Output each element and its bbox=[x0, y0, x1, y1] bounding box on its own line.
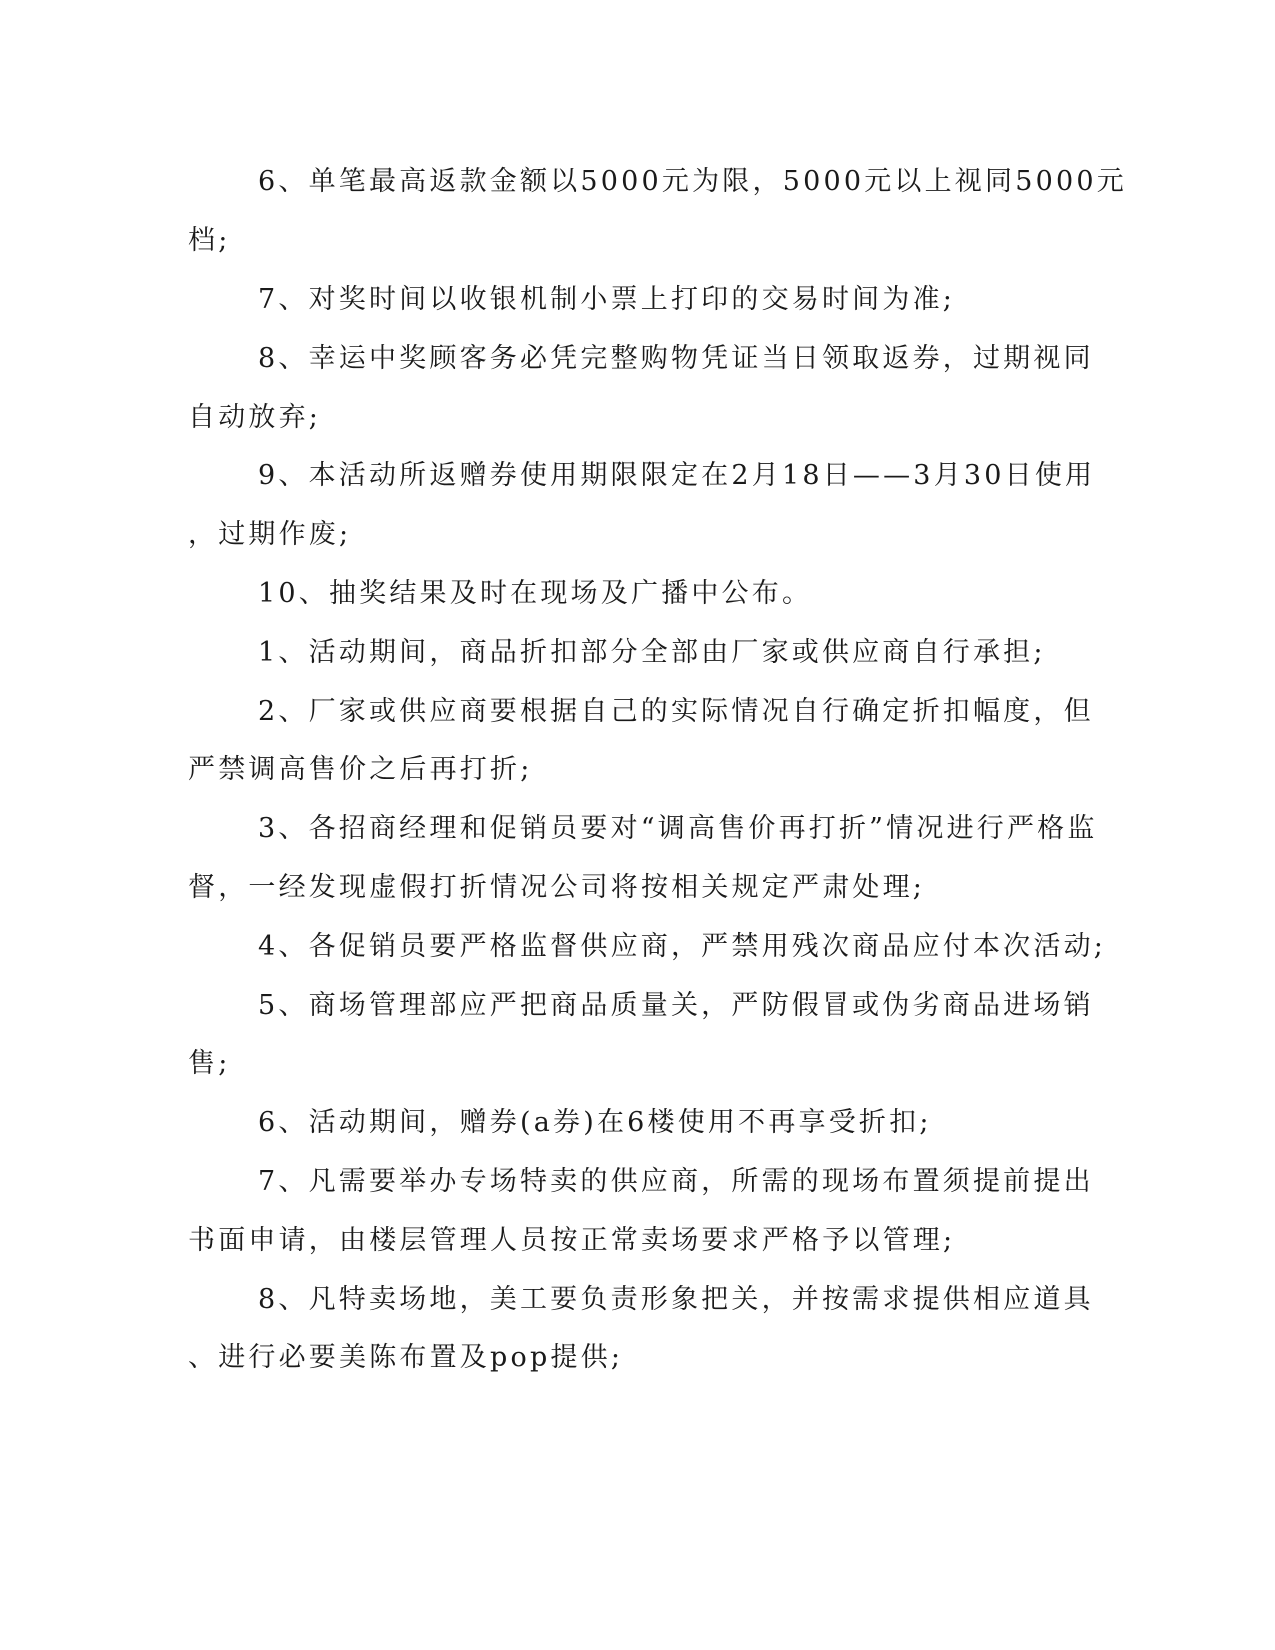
text-line: 4、各促销员要严格监督供应商，严禁用残次商品应付本次活动; bbox=[258, 931, 1107, 962]
text-line: 8、凡特卖场地，美工要负责形象把关，并按需求提供相应道具 bbox=[258, 1284, 1094, 1315]
text-line: 10、抽奖结果及时在现场及广播中公布。 bbox=[258, 578, 813, 609]
text-line: 档; bbox=[188, 225, 231, 256]
text-line: 6、单笔最高返款金额以5000元为限，5000元以上视同5000元 bbox=[258, 166, 1127, 197]
text-line: ，过期作废; bbox=[188, 519, 352, 550]
text-line: 5、商场管理部应严把商品质量关，严防假冒或伪劣商品进场销 bbox=[258, 990, 1094, 1021]
text-line: 售; bbox=[188, 1048, 231, 1079]
text-line: 、进行必要美陈布置及pop提供; bbox=[188, 1342, 624, 1373]
text-line: 严禁调高售价之后再打折; bbox=[188, 754, 533, 785]
text-line: 3、各招商经理和促销员要对“调高售价再打折”情况进行严格监 bbox=[258, 813, 1098, 844]
text-line: 督，一经发现虚假打折情况公司将按相关规定严肃处理; bbox=[188, 872, 926, 903]
text-line: 2、厂家或供应商要根据自己的实际情况自行确定折扣幅度，但 bbox=[258, 696, 1094, 727]
text-line: 自动放弃; bbox=[188, 402, 322, 433]
text-line: 书面申请，由楼层管理人员按正常卖场要求严格予以管理; bbox=[188, 1225, 956, 1256]
text-line: 8、幸运中奖顾客务必凭完整购物凭证当日领取返券，过期视同 bbox=[258, 343, 1094, 374]
text-line: 1、活动期间，商品折扣部分全部由厂家或供应商自行承担; bbox=[258, 637, 1046, 668]
text-line: 7、对奖时间以收银机制小票上打印的交易时间为准; bbox=[258, 284, 956, 315]
text-line: 6、活动期间，赠券(a券)在6楼使用不再享受折扣; bbox=[258, 1107, 932, 1138]
text-line: 7、凡需要举办专场特卖的供应商，所需的现场布置须提前提出 bbox=[258, 1166, 1094, 1197]
text-line: 9、本活动所返赠券使用期限限定在2月18日——3月30日使用 bbox=[258, 460, 1096, 491]
